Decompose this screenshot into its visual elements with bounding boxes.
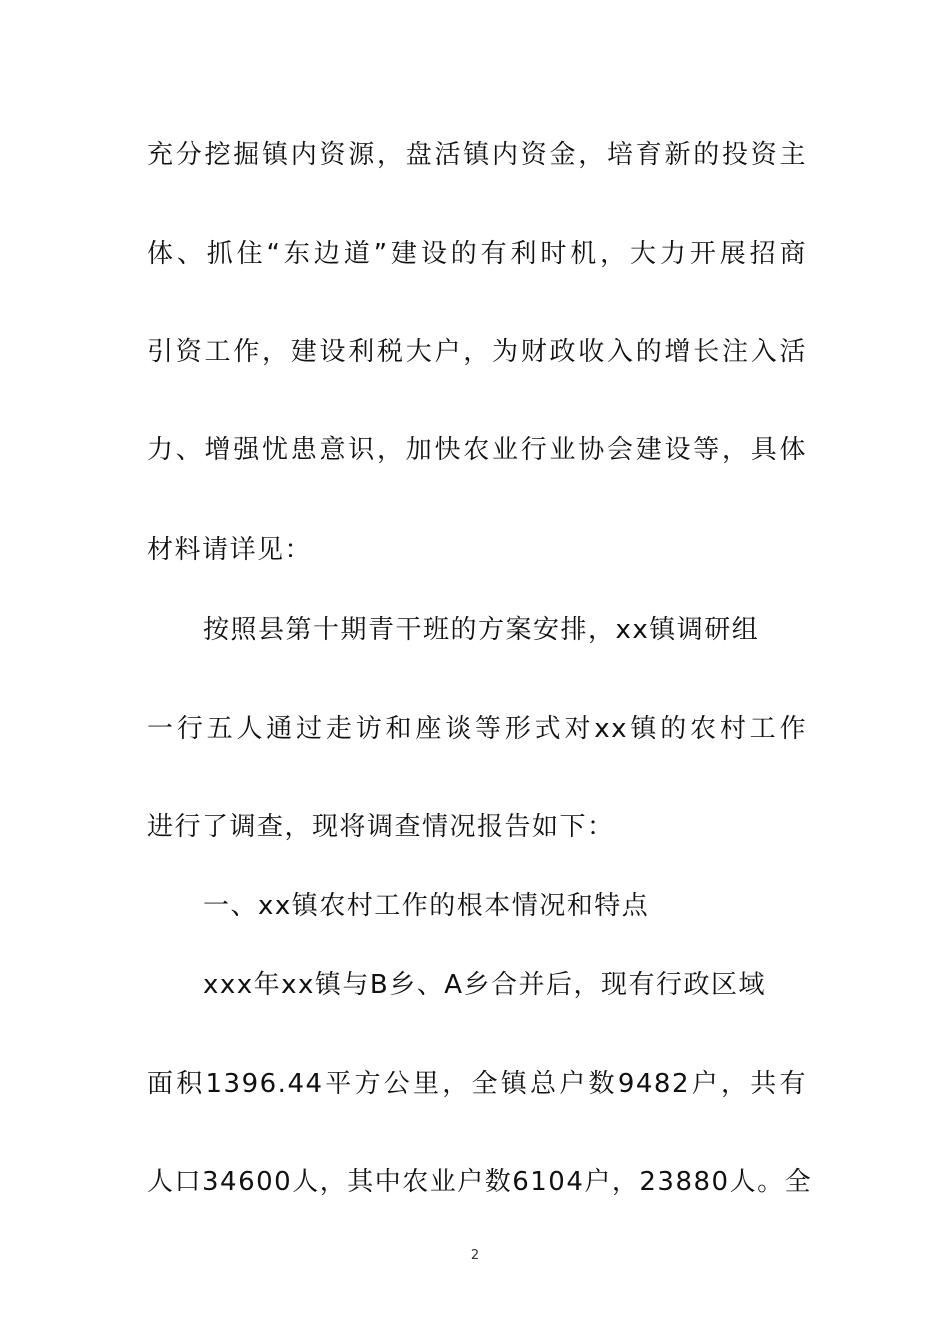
paragraph-line: 按照县第十期青干班的方案安排，xx镇调研组 xyxy=(203,615,760,645)
paragraph-line: 进行了调查，现将调查情况报告如下： xyxy=(147,812,615,842)
paragraph-line: 人口34600人，其中农业户数6104户，23880人。全 xyxy=(147,1167,813,1197)
paragraph-line: 力、增强忧患意识，加快农业行业协会建设等，具体 xyxy=(147,435,807,465)
paragraph-line: 体、抓住“东边道”建设的有利时机，大力开展招商 xyxy=(147,239,807,269)
paragraph-line: 充分挖掘镇内资源，盘活镇内资金，培育新的投资主 xyxy=(147,140,807,170)
paragraph-line: 面积1396.44平方公里，全镇总户数9482户，共有 xyxy=(147,1069,807,1099)
paragraph-line: 一行五人通过走访和座谈等形式对xx镇的农村工作 xyxy=(147,714,807,744)
section-heading: 一、xx镇农村工作的根本情况和特点 xyxy=(203,891,650,921)
paragraph-line: xxx年xx镇与B乡、A乡合并后，现有行政区域 xyxy=(203,970,767,1000)
paragraph-line: 引资工作，建设利税大户，为财政收入的增长注入活 xyxy=(147,337,807,367)
page-number: 2 xyxy=(470,1248,480,1263)
paragraph-line: 材料请详见： xyxy=(147,535,313,565)
